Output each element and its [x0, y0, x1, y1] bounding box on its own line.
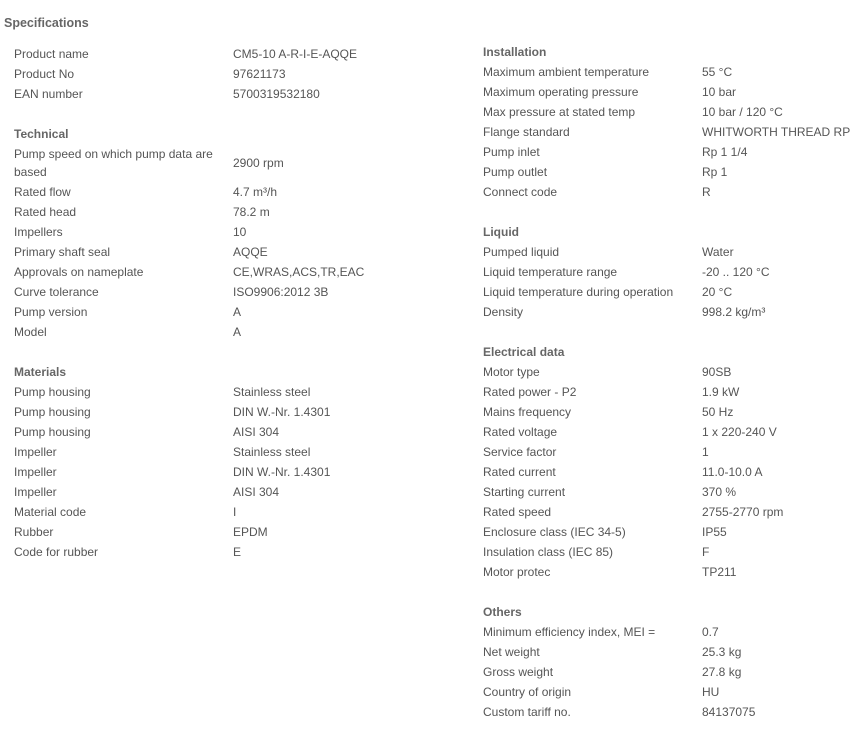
spec-value: DIN W.-Nr. 1.4301: [233, 465, 331, 479]
spec-row: [14, 542, 469, 562]
spec-row: [14, 202, 469, 222]
spec-label: Rated head: [14, 205, 77, 219]
spec-label: Pump housing: [14, 405, 91, 419]
spec-label: Starting current: [483, 485, 566, 499]
spec-row: [14, 222, 469, 242]
spec-label: Enclosure class (IEC 34-5): [483, 525, 626, 539]
spec-label: Impellers: [14, 225, 63, 239]
spec-value: 2755-2770 rpm: [702, 505, 784, 519]
spec-label: Pump outlet: [483, 165, 548, 179]
spec-label: Service factor: [483, 445, 557, 459]
spec-label: Minimum efficiency index, MEI =: [483, 625, 656, 639]
spec-value: 2900 rpm: [233, 156, 284, 170]
spec-label: Pump version: [14, 305, 88, 319]
spec-value: 4.7 m³/h: [233, 185, 278, 199]
spec-row: [483, 302, 865, 322]
spec-label: Impeller: [14, 485, 57, 499]
spec-row: [483, 482, 865, 502]
spec-row: [483, 142, 865, 162]
spec-row: [483, 262, 865, 282]
spec-row: [483, 362, 865, 382]
spec-row: [483, 402, 865, 422]
spec-value: 25.3 kg: [702, 645, 742, 659]
spec-value: 0.7: [702, 625, 719, 639]
spec-value: 1: [702, 445, 709, 459]
spec-label: Product No: [14, 67, 75, 81]
spec-label: Motor protec: [483, 565, 551, 579]
spec-row: [483, 662, 865, 682]
section-heading: Electrical data: [483, 345, 565, 359]
spec-value: 78.2 m: [233, 205, 270, 219]
spec-label: Liquid temperature range: [483, 265, 618, 279]
spec-value: TP211: [702, 565, 737, 579]
spec-label: Max pressure at stated temp: [483, 105, 636, 119]
spec-value: 1.9 kW: [702, 385, 740, 399]
spec-value: 27.8 kg: [702, 665, 742, 679]
others-section: [483, 602, 865, 722]
spec-row: [483, 682, 865, 702]
spec-row: [483, 542, 865, 562]
spec-label: Rubber: [14, 525, 54, 539]
spec-value: EPDM: [233, 525, 268, 539]
spec-value: 97621173: [233, 67, 286, 81]
spec-row: [483, 422, 865, 442]
spec-label: Pump housing: [14, 425, 91, 439]
spec-value: 10 bar / 120 °C: [702, 105, 783, 119]
spec-row: [14, 522, 469, 542]
spec-row: [483, 522, 865, 542]
spec-row: [483, 502, 865, 522]
spec-label: Maximum operating pressure: [483, 85, 639, 99]
spec-row: [14, 242, 469, 262]
section-heading: Materials: [14, 365, 67, 379]
spec-row: [14, 322, 469, 342]
section-heading: Technical: [14, 127, 69, 141]
spec-label: Approvals on nameplate: [14, 265, 144, 279]
spec-row: [483, 82, 865, 102]
spec-label: Rated speed: [483, 505, 552, 519]
spec-row: [483, 462, 865, 482]
spec-value: 84137075: [702, 705, 756, 719]
spec-value: 11.0-10.0 A: [702, 465, 763, 479]
spec-label: Pump inlet: [483, 145, 540, 159]
spec-value: 998.2 kg/m³: [702, 305, 766, 319]
spec-value: F: [702, 545, 710, 559]
spec-value: Rp 1 1/4: [702, 145, 748, 159]
left-column: [14, 44, 469, 582]
spec-label: EAN number: [14, 87, 83, 101]
spec-value: Water: [702, 245, 734, 259]
spec-value: A: [233, 325, 242, 339]
spec-row: [483, 122, 865, 142]
spec-row: [483, 162, 865, 182]
spec-label: Rated current: [483, 465, 556, 479]
spec-row: [483, 102, 865, 122]
spec-value: 1 x 220-240 V: [702, 425, 777, 439]
spec-label: Pump housing: [14, 385, 91, 399]
spec-label: Curve tolerance: [14, 285, 99, 299]
spec-row: [483, 562, 865, 582]
liquid-section: [483, 222, 865, 322]
electrical-section: [483, 342, 865, 582]
spec-label: Net weight: [483, 645, 540, 659]
spec-value: 55 °C: [702, 65, 733, 79]
spec-label: Connect code: [483, 185, 558, 199]
spec-value: 10 bar: [702, 85, 737, 99]
spec-label: Motor type: [483, 365, 540, 379]
spec-row: [14, 422, 469, 442]
spec-row: [14, 44, 469, 64]
spec-label: Code for rubber: [14, 545, 99, 559]
spec-label: Rated flow: [14, 185, 71, 199]
spec-row: [483, 282, 865, 302]
spec-label: Model: [14, 325, 47, 339]
spec-value: AISI 304: [233, 425, 280, 439]
spec-label: Insulation class (IEC 85): [483, 545, 614, 559]
spec-value: AQQE: [233, 245, 268, 259]
spec-row: [14, 282, 469, 302]
spec-value: 370 %: [702, 485, 737, 499]
spec-row: [483, 382, 865, 402]
spec-label: Product name: [14, 47, 89, 61]
spec-value: AISI 304: [233, 485, 280, 499]
spec-value: CE,WRAS,ACS,TR,EAC: [233, 265, 365, 279]
spec-row: [14, 84, 469, 104]
page-title: Specifications: [4, 16, 89, 30]
spec-row: [14, 144, 469, 182]
spec-value: DIN W.-Nr. 1.4301: [233, 405, 331, 419]
right-column: [483, 42, 865, 742]
spec-row: [483, 702, 865, 722]
spec-label: Gross weight: [483, 665, 554, 679]
spec-row: [14, 502, 469, 522]
spec-row: [483, 622, 865, 642]
spec-row: [483, 182, 865, 202]
spec-value: -20 .. 120 °C: [702, 265, 770, 279]
technical-section: [14, 124, 469, 342]
spec-row: [14, 302, 469, 322]
spec-value: IP55: [702, 525, 727, 539]
spec-label: Rated power - P2: [483, 385, 577, 399]
spec-value: Rp 1: [702, 165, 728, 179]
spec-row: [14, 382, 469, 402]
spec-label: Impeller: [14, 465, 57, 479]
spec-row: [14, 262, 469, 282]
spec-value: 5700319532180: [233, 87, 320, 101]
spec-value: WHITWORTH THREAD RP: [702, 125, 851, 139]
spec-value: Stainless steel: [233, 385, 311, 399]
spec-value: Stainless steel: [233, 445, 311, 459]
spec-label: Country of origin: [483, 685, 572, 699]
spec-value: 50 Hz: [702, 405, 734, 419]
spec-value: CM5-10 A-R-I-E-AQQE: [233, 47, 358, 61]
spec-label: Density: [483, 305, 524, 319]
spec-label: Impeller: [14, 445, 57, 459]
materials-section: [14, 362, 469, 562]
spec-label: Maximum ambient temperature: [483, 65, 650, 79]
spec-row: [14, 64, 469, 84]
section-heading: Others: [483, 605, 522, 619]
spec-row: [14, 482, 469, 502]
spec-row: [14, 402, 469, 422]
spec-row: [14, 462, 469, 482]
installation-section: [483, 42, 865, 202]
spec-row: [483, 642, 865, 662]
spec-label: Mains frequency: [483, 405, 572, 419]
spec-value: 90SB: [702, 365, 732, 379]
spec-label: Liquid temperature during operation: [483, 285, 674, 299]
spec-label: Rated voltage: [483, 425, 558, 439]
spec-value: 20 °C: [702, 285, 733, 299]
spec-label: Pumped liquid: [483, 245, 560, 259]
spec-label: Custom tariff no.: [483, 705, 571, 719]
spec-value: A: [233, 305, 242, 319]
general-section: [14, 44, 469, 104]
spec-label: Pump speed on which pump data are based: [14, 147, 213, 179]
spec-row: [483, 62, 865, 82]
spec-row: [483, 242, 865, 262]
spec-value: I: [233, 505, 237, 519]
spec-label: Primary shaft seal: [14, 245, 111, 259]
spec-value: E: [233, 545, 242, 559]
spec-value: R: [702, 185, 711, 199]
spec-value: 10: [233, 225, 247, 239]
spec-label: Flange standard: [483, 125, 570, 139]
spec-value: HU: [702, 685, 720, 699]
spec-row: [483, 442, 865, 462]
spec-value: ISO9906:2012 3B: [233, 285, 329, 299]
spec-row: [14, 442, 469, 462]
section-heading: Liquid: [483, 225, 519, 239]
section-heading: Installation: [483, 45, 547, 59]
spec-label: Material code: [14, 505, 87, 519]
spec-row: [14, 182, 469, 202]
